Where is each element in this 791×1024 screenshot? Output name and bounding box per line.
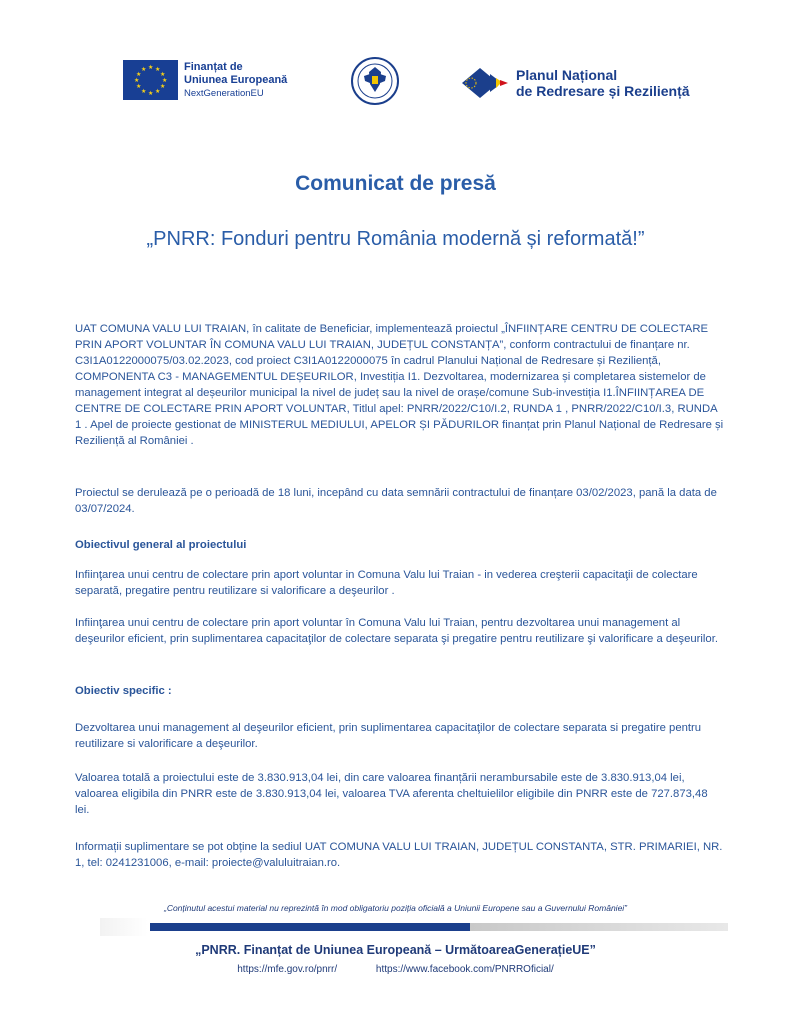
contact-paragraph: Informații suplimentare se pot obține la sediul UAT COMUNA VALU LUI TRAIAN, JUDEȚUL CONSTANTA, STR. PRIMARIEI, NR. 1, tel: 0241231006, e-mail: proiecte@valuluitraian.ro. (75, 841, 723, 869)
facebook-link[interactable]: https://www.facebook.com/PNRROficial/ (375, 964, 554, 975)
page-subtitle: „PNRR: Fonduri pentru România modernă și reformată!” (146, 228, 645, 250)
pnrr-flag-icon (460, 66, 510, 100)
page-title: Comunicat de presă (295, 172, 496, 195)
duration-paragraph: Proiectul se derulează pe o perioadă de 18 luni, incepând cu data semnării contractului de finanțare 03/02/2023, pană la data de 03/07/2024. (75, 487, 717, 515)
eu-logo-line3: NextGenerationEU (184, 87, 264, 99)
eu-flag-icon: ★ ★ ★ ★ ★ ★ ★ ★ ★ ★ ★ ★ (123, 60, 178, 100)
footer-bar-grey (470, 923, 728, 931)
footer-bar-fade (100, 918, 148, 936)
footer-bar-blue (150, 923, 470, 931)
project-value-paragraph: Valoarea totală a proiectului este de 3.830.913,04 lei, din care valoarea finanțării nerambursabile este de 3.830.913,04 lei, valoarea eligibila din PNRR este de 3.830.913,04 lei, valoarea TVA aferenta cheltuielilor eligibile din PNRR este de 727.873,48 lei. (75, 772, 708, 816)
mfe-link[interactable]: https://mfe.gov.ro/pnrr/ (237, 964, 338, 975)
specific-objective-paragraph: Dezvoltarea unui management al deşeurilor eficient, prin suplimentarea capacitaţilor de colectare separata si pregatire pentru reutilizare si valorificare a deşeurilor. (75, 722, 702, 750)
intro-paragraph: UAT COMUNA VALU LUI TRAIAN, în calitate de Beneficiar, implementează proiectul „ÎNFIINȚARE CENTRU DE COLECTARE PRIN APORT VOLUNTAR ÎN COMUNA VALU LUI TRAIAN, JUDEȚUL CONSTANȚA”, conform contractului de finanțare nr. C3I1A0122000075/03.02.2023, cod proiect C3I1A0122000075 în cadrul Planului Național de Redresare și Reziliență, COMPONENTA C3 - MANAGEMENTUL DEȘEURILOR, Investiția I1. Dezvoltarea, modernizarea și completarea sistemelor de management integrat al deșeurilor municipal la nivel de județ sau la nivel de orașe/comune Sub-investiția I1.ÎNFIINȚAREA DE CENTRE DE COLECTARE PRIN APORT VOLUNTAR, Titlul apel: PNRR/2022/C10/I.2, RUNDA 1 , PNRR/2022/C10/I.3, RUNDA 1 . Apel de proiecte gestionat de MINISTERUL MEDIULUI, APELOR ȘI PĂDURILOR finanțat prin Planul Național de Redresare și Reziliență al României . (75, 323, 724, 447)
pnrr-logo-line2: de Redresare și Reziliență (516, 83, 690, 99)
footer-title: „PNRR. Finanțat de Uniunea Europeană – UrmătoareaGenerațieUE” (195, 943, 596, 957)
eu-logo-line1: Finanțat de (184, 60, 243, 73)
eu-logo-line2: Uniunea Europeană (184, 73, 288, 86)
general-objective-heading: Obiectivul general al proiectului (75, 539, 247, 551)
general-objective-paragraph-1: Infiinţarea unui centru de colectare prin aport voluntar in Comuna Valu lui Traian - in vederea creşterii capacitaţii de colectare separată, pregatire pentru reutilizare si valorificare a deşeurilor . (75, 569, 698, 597)
specific-objective-heading: Obiectiv specific : (75, 685, 172, 697)
eu-funding-logo (123, 60, 287, 100)
romanian-government-emblem-icon (350, 56, 400, 106)
pnrr-logo-line1: Planul Național (516, 67, 618, 83)
general-objective-paragraph-2: Infiinţarea unui centru de colectare prin aport voluntar în Comuna Valu lui Traian, pentru dezvoltarea unui management al deşeurilor eficient, prin suplimentarea capacitaţilor de colectare separata şi pregatire pentru reutilizare şi valorificare a deşeurilor. (75, 617, 718, 645)
pnrr-logo (460, 66, 690, 100)
footer-links (0, 964, 791, 975)
disclaimer-text: „Conținutul acestui material nu reprezintă în mod obligatoriu poziția oficială a Uniunii Europene sau a Guvernului României” (163, 903, 628, 913)
